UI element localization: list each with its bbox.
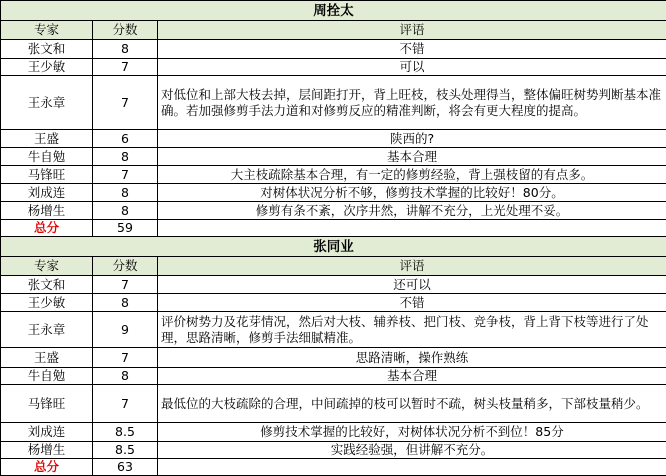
expert-name: 张文和 — [1, 276, 93, 294]
total-row — [1, 220, 666, 237]
comment-text: 大主枝疏除基本合理，有一定的修剪经验，背上强枝留的有点多。 — [158, 166, 666, 184]
expert-name: 牛自勉 — [1, 368, 93, 385]
total-row — [1, 459, 666, 476]
comment-text: 实践经验强，但讲解不充分。 — [158, 442, 666, 459]
section-title-row — [1, 237, 666, 257]
table-row — [1, 148, 666, 166]
section-title: 周拴太 — [1, 1, 666, 21]
comment-text: 基本合理 — [158, 148, 666, 166]
comment-text: 修剪技术掌握的比较好，对树体状况分析不到位！85分 — [158, 423, 666, 442]
table-row — [1, 202, 666, 220]
table-row — [1, 368, 666, 385]
header-score: 分数 — [93, 21, 158, 40]
header-row — [1, 257, 666, 276]
score-value: 9 — [93, 312, 158, 348]
expert-name: 王盛 — [1, 130, 93, 148]
expert-name: 牛自勉 — [1, 148, 93, 166]
expert-name: 王少敏 — [1, 294, 93, 312]
total-empty-cell — [158, 220, 666, 237]
total-label: 总分 — [1, 459, 93, 476]
comment-text: 还可以 — [158, 276, 666, 294]
total-score: 63 — [93, 459, 158, 476]
header-comment: 评语 — [158, 257, 666, 276]
header-comment: 评语 — [158, 21, 666, 40]
expert-name: 王少敏 — [1, 59, 93, 76]
score-value: 7 — [93, 276, 158, 294]
table-row — [1, 442, 666, 459]
table-row — [1, 294, 666, 312]
total-label: 总分 — [1, 220, 93, 237]
score-value: 6 — [93, 130, 158, 148]
section-title-row — [1, 1, 666, 21]
comment-text: 不错 — [158, 40, 666, 59]
comment-text: 对低位和上部大枝去掉，层间距打开，背上旺枝，枝头处理得当，整体偏旺树势判断基本准确。若加强修剪手法力道和对修剪反应的精准判断，将会有更大程度的提高。 — [158, 76, 666, 130]
comment-text: 修剪有条不紊，次序井然，讲解不充分，上光处理不妥。 — [158, 202, 666, 220]
score-value: 8 — [93, 202, 158, 220]
score-value: 8.5 — [93, 423, 158, 442]
table-row — [1, 40, 666, 59]
score-value: 7 — [93, 59, 158, 76]
table-row — [1, 423, 666, 442]
total-score: 59 — [93, 220, 158, 237]
comment-text: 可以 — [158, 59, 666, 76]
score-value: 8 — [93, 40, 158, 59]
expert-name: 张文和 — [1, 40, 93, 59]
expert-name: 马锋旺 — [1, 166, 93, 184]
table-row — [1, 184, 666, 202]
comment-text: 不错 — [158, 294, 666, 312]
header-row — [1, 21, 666, 40]
table-row — [1, 276, 666, 294]
score-value: 8 — [93, 368, 158, 385]
expert-name: 杨增生 — [1, 442, 93, 459]
comment-text: 基本合理 — [158, 368, 666, 385]
expert-name: 王永章 — [1, 76, 93, 130]
section-title: 张同业 — [1, 237, 666, 257]
table-row — [1, 59, 666, 76]
score-value: 7 — [93, 166, 158, 184]
expert-name: 刘成连 — [1, 184, 93, 202]
score-value: 8 — [93, 184, 158, 202]
table-row — [1, 348, 666, 368]
comment-text: 对树体状况分析不够，修剪技术掌握的比较好！80分。 — [158, 184, 666, 202]
score-value: 7 — [93, 385, 158, 423]
comment-text: 陕西的? — [158, 130, 666, 148]
score-value: 8 — [93, 294, 158, 312]
score-value: 8.5 — [93, 442, 158, 459]
table-row — [1, 312, 666, 348]
table-row — [1, 130, 666, 148]
expert-name: 王永章 — [1, 312, 93, 348]
header-score: 分数 — [93, 257, 158, 276]
score-value: 7 — [93, 348, 158, 368]
comment-text: 思路清晰，操作熟练 — [158, 348, 666, 368]
table-row — [1, 385, 666, 423]
expert-name: 王盛 — [1, 348, 93, 368]
header-expert: 专家 — [1, 257, 93, 276]
score-value: 7 — [93, 76, 158, 130]
total-empty-cell — [158, 459, 666, 476]
expert-name: 马锋旺 — [1, 385, 93, 423]
expert-name: 杨增生 — [1, 202, 93, 220]
comment-text: 评价树势力及花芽情况，然后对大枝、辅养枝、把门枝、竞争枝，背上背下枝等进行了处理，思路清晰，修剪手法细腻精准。 — [158, 312, 666, 348]
score-value: 8 — [93, 148, 158, 166]
table-row — [1, 76, 666, 130]
header-expert: 专家 — [1, 21, 93, 40]
table-row — [1, 166, 666, 184]
expert-name: 刘成连 — [1, 423, 93, 442]
comment-text: 最低位的大枝疏除的合理，中间疏掉的枝可以暂时不疏，树头枝量稍多，下部枝量稍少。 — [158, 385, 666, 423]
